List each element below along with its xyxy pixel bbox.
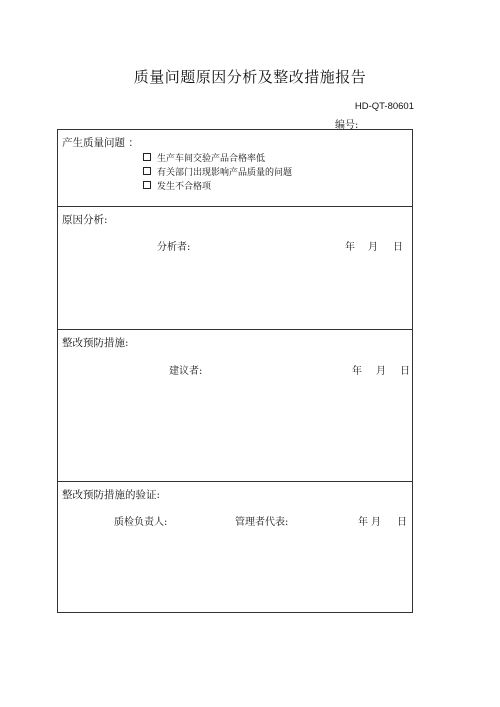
month-label: 月 — [368, 242, 378, 253]
inspector-label: 质检负责人: — [114, 517, 168, 528]
report-form — [57, 129, 413, 613]
checkbox-icon[interactable] — [143, 181, 151, 189]
corrective-action-label: 整改预防措施: — [62, 337, 129, 349]
serial-number-label: 编号: — [335, 120, 359, 131]
problem-section — [58, 130, 412, 206]
proposer-label: 建议者: — [169, 366, 203, 377]
manager-representative-label: 管理者代表: — [235, 517, 289, 528]
option-department-issue[interactable] — [143, 166, 292, 180]
year-label: 年 — [352, 366, 362, 377]
cause-analysis-section[interactable] — [58, 206, 412, 329]
day-label: 日 — [393, 242, 403, 253]
cause-analysis-label: 原因分析: — [62, 214, 108, 226]
problem-label: 产生质量问题 ： — [62, 137, 139, 149]
checkbox-icon[interactable] — [143, 153, 151, 161]
option-low-pass-rate[interactable] — [143, 152, 292, 166]
month-label: 月 — [376, 366, 386, 377]
verification-section[interactable] — [58, 481, 412, 614]
problem-options — [143, 152, 292, 194]
month-label: 月 — [371, 517, 381, 528]
document-code: HD-QT-80601 — [354, 101, 414, 112]
day-label: 日 — [400, 366, 410, 377]
analyst-label: 分析者: — [157, 242, 191, 253]
year-label: 年 — [345, 242, 355, 253]
year-label: 年 — [358, 517, 368, 528]
verification-label: 整改预防措施的验证: — [62, 489, 161, 501]
day-label: 日 — [397, 517, 407, 528]
option-label: 有关部门出现影响产品质量的问题 — [157, 168, 293, 178]
corrective-action-section[interactable] — [58, 329, 412, 481]
page-title: 质量问题原因分析及整改措施报告 — [133, 68, 367, 86]
option-nonconformity[interactable] — [143, 180, 292, 194]
option-label: 发生不合格项 — [157, 182, 212, 192]
checkbox-icon[interactable] — [143, 167, 151, 175]
option-label: 生产车间交验产品合格率低 — [157, 154, 266, 164]
